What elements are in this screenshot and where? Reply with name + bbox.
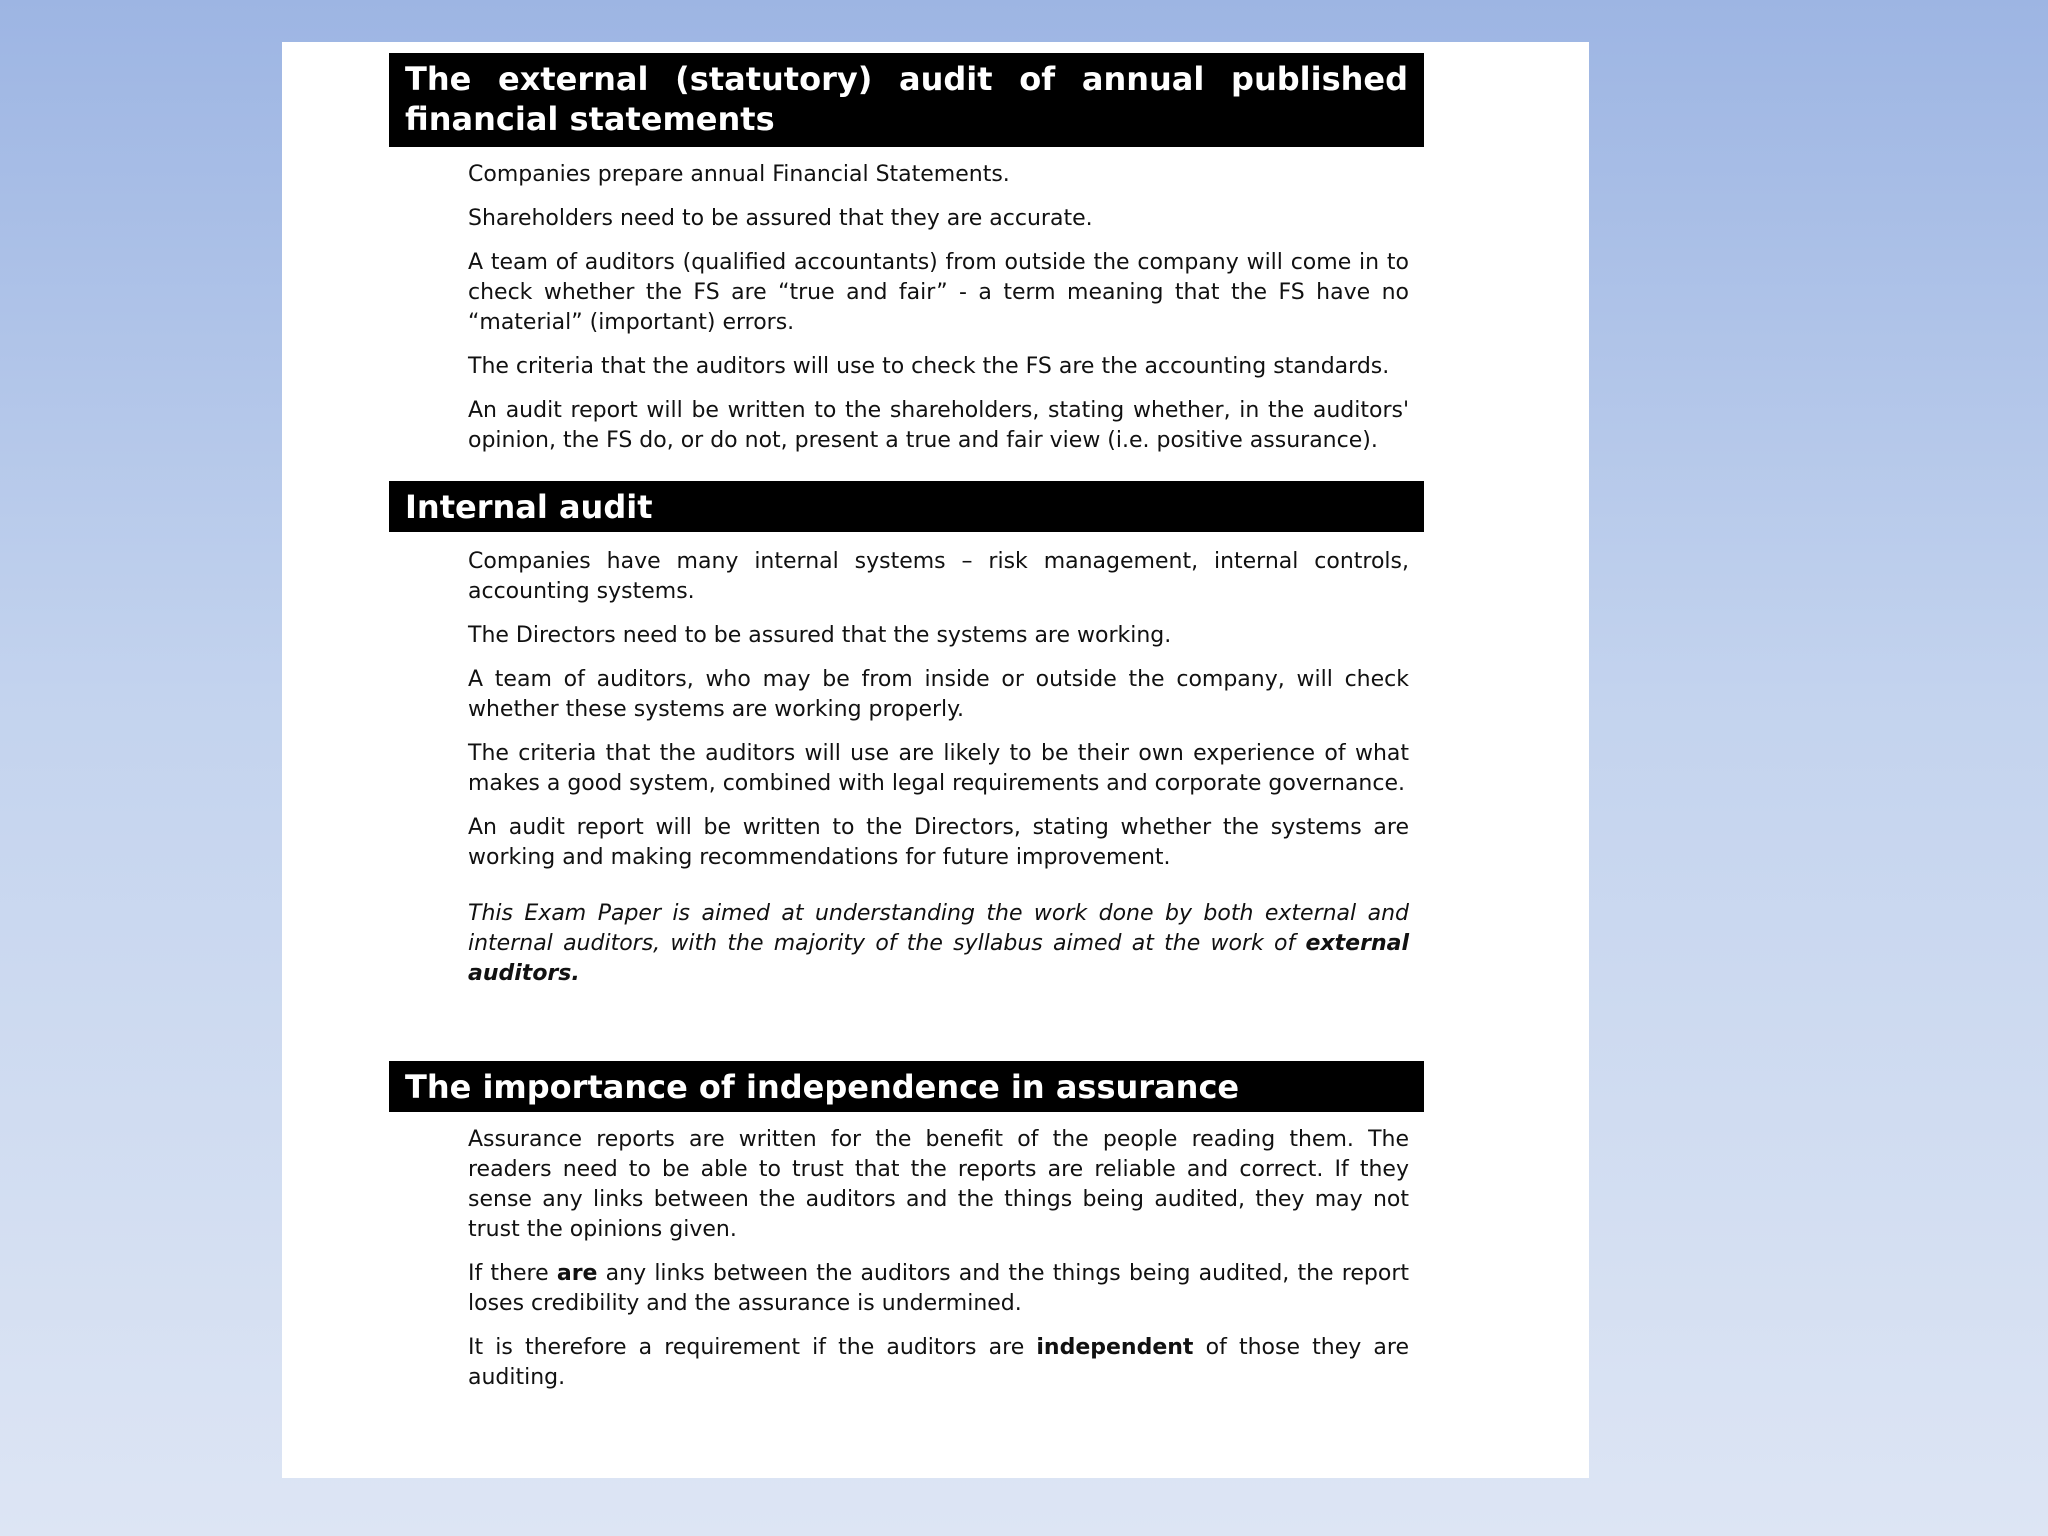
text-segment: any links between the auditors and the things being audited, the report loses credibility and the assurance is undermined. [468, 1261, 1409, 1316]
paragraph: An audit report will be written to the shareholders, stating whether, in the auditors' opinion, the FS do, or do not, present a true and fair view (i.e. positive assurance). [468, 398, 1409, 453]
paragraph: Companies have many internal systems – risk management, internal controls, accounting systems. [468, 549, 1409, 604]
paragraph [468, 1259, 1409, 1319]
paragraph: The criteria that the auditors will use are likely to be their own experience of what makes a good system, combined with legal requirements and corporate governance. [468, 741, 1409, 796]
section-heading-internal-audit: Internal audit [389, 481, 1424, 532]
text-segment: If there [468, 1261, 549, 1286]
section-body-external-audit [468, 160, 1409, 470]
section-heading-independence: The importance of independence in assurance [389, 1061, 1424, 1112]
text-segment: It is therefore a requirement if the auditors are [468, 1335, 1025, 1360]
document-page [282, 42, 1589, 1478]
emphasis-are: are [556, 1261, 598, 1286]
paragraph: A team of auditors, who may be from inside or outside the company, will check whether these systems are working properly. [468, 667, 1409, 722]
paragraph: Shareholders need to be assured that they are accurate. [468, 206, 1093, 231]
section-body-independence [468, 1125, 1409, 1407]
paragraph: The criteria that the auditors will use to check the FS are the accounting standards. [468, 354, 1390, 379]
section-body-internal-audit [468, 547, 1409, 1003]
emphasis-independent: independent [1036, 1335, 1194, 1360]
note-text: This Exam Paper is aimed at understanding the work done by both external and internal auditors, with the majority of the syllabus aimed at the work of [468, 901, 1409, 956]
text-segment: of those they are auditing. [468, 1335, 1409, 1390]
paragraph: Companies prepare annual Financial Statements. [468, 162, 1010, 187]
paragraph: A team of auditors (qualified accountants) from outside the company will come in to check whether the FS are “true and fair” - a term meaning that the FS have no “material” (important) errors. [468, 250, 1409, 335]
paragraph: Assurance reports are written for the benefit of the people reading them. The readers need to be able to trust that the reports are reliable and correct. If they sense any links between the auditors and the things being audited, they may not trust the opinions given. [468, 1127, 1409, 1242]
section-heading-external-audit: The external (statutory) audit of annual published financial statements [389, 53, 1424, 147]
exam-paper-note [468, 899, 1409, 989]
paragraph [468, 1333, 1409, 1393]
note-bold: external auditors. [468, 931, 1409, 986]
paragraph: The Directors need to be assured that the systems are working. [468, 623, 1172, 648]
paragraph: An audit report will be written to the Directors, stating whether the systems are working and making recommendations for future improvement. [468, 815, 1409, 870]
